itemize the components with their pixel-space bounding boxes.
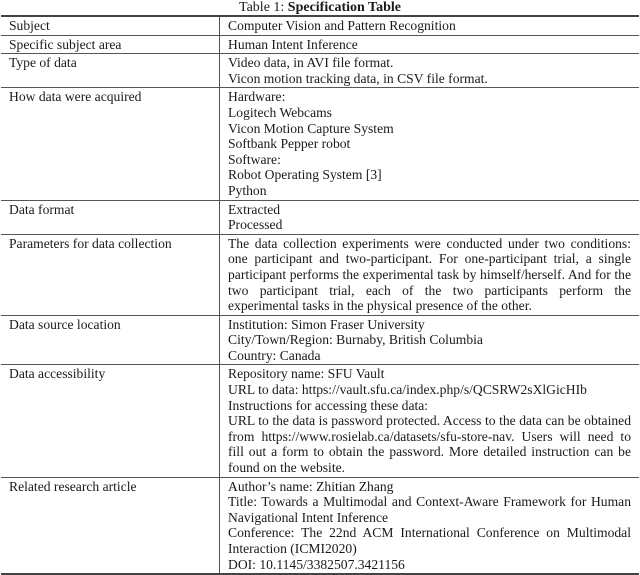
row-value xyxy=(220,54,640,88)
table-row-data-format xyxy=(1,200,639,234)
row-key: Type of data xyxy=(1,54,220,88)
table-row-data-source-location xyxy=(1,315,639,365)
row-value xyxy=(220,200,640,234)
row-key: Specific subject area xyxy=(1,35,220,54)
value-line: City/Town/Region: Burnaby, British Columbia xyxy=(228,332,483,348)
value-line: Processed xyxy=(228,217,283,233)
value-line-url: URL to data: https://vault.sfu.ca/index.php/s/QCSRW2sXlGicHIb xyxy=(228,382,587,398)
value-line: Extracted xyxy=(228,201,281,217)
row-value xyxy=(220,477,640,574)
value-line: Softbank Pepper robot xyxy=(228,136,351,152)
specification-table xyxy=(1,15,639,575)
table-row-subject xyxy=(1,16,639,35)
table-caption xyxy=(0,0,640,15)
row-value xyxy=(220,315,640,365)
table-row-specific-subject-area xyxy=(1,35,639,54)
value-paragraph-conference: Conference: The 22nd ACM International Conference on Multimodal Interaction (ICMI2020) xyxy=(228,525,631,556)
value-line: Vicon motion tracking data, in CSV file format. xyxy=(228,70,488,86)
value-line: Software: xyxy=(228,151,281,167)
value-line-author: Author’s name: Zhitian Zhang xyxy=(228,478,394,494)
value-line: Human Intent Inference xyxy=(228,36,358,52)
value-line: Repository name: SFU Vault xyxy=(228,366,385,382)
value-line: Instructions for accessing these data: xyxy=(228,397,429,413)
value-line: Vicon Motion Capture System xyxy=(228,120,394,136)
value-line: Logitech Webcams xyxy=(228,104,332,120)
value-line: Country: Canada xyxy=(228,347,321,363)
table-row-data-accessibility xyxy=(1,365,639,477)
table-row-parameters-for-data-collection xyxy=(1,234,639,315)
row-key: Subject xyxy=(1,16,220,35)
value-line: Computer Vision and Pattern Recognition xyxy=(228,18,456,33)
value-line: Python xyxy=(228,182,267,198)
row-value xyxy=(220,35,640,54)
value-line: Video data, in AVI file format. xyxy=(228,55,394,71)
table-row-how-data-acquired xyxy=(1,88,639,200)
row-key: Data format xyxy=(1,200,220,234)
row-key: How data were acquired xyxy=(1,88,220,200)
value-line: Institution: Simon Fraser University xyxy=(228,316,425,332)
value-line-doi: DOI: 10.1145/3382507.3421156 xyxy=(228,556,405,572)
value-paragraph-title: Title: Towards a Multimodal and Context-Aware Framework for Human Navigational Intent Inference xyxy=(228,494,631,525)
value-paragraph: The data collection experiments were conducted under two conditions: one participant and two-participant. For one-participant trial, a single participant performs the experimental task by himself/herself. And for the two participant trial, each of the two participants perform the experimental tasks in the physical presence of the other. xyxy=(228,235,631,314)
value-paragraph: URL to the data is password protected. Access to the data can be obtained from https://www.rosielab.ca/datasets/sfu-store-nav. Users will need to fill out a form to obtain the password. More detailed instruction can be found on the website. xyxy=(228,413,631,476)
row-value xyxy=(220,234,640,315)
caption-title: Specification Table xyxy=(287,0,401,15)
value-line: Hardware: xyxy=(228,89,286,105)
row-key: Related research article xyxy=(1,477,220,574)
table-row-related-research-article xyxy=(1,477,639,574)
caption-prefix: Table 1: xyxy=(239,0,288,15)
row-value xyxy=(220,88,640,200)
row-key: Parameters for data collection xyxy=(1,234,220,315)
row-key: Data accessibility xyxy=(1,365,220,477)
row-value xyxy=(220,365,640,477)
row-key: Data source location xyxy=(1,315,220,365)
row-value xyxy=(220,16,640,35)
value-line: Robot Operating System [3] xyxy=(228,167,382,183)
table-row-type-of-data xyxy=(1,54,639,88)
